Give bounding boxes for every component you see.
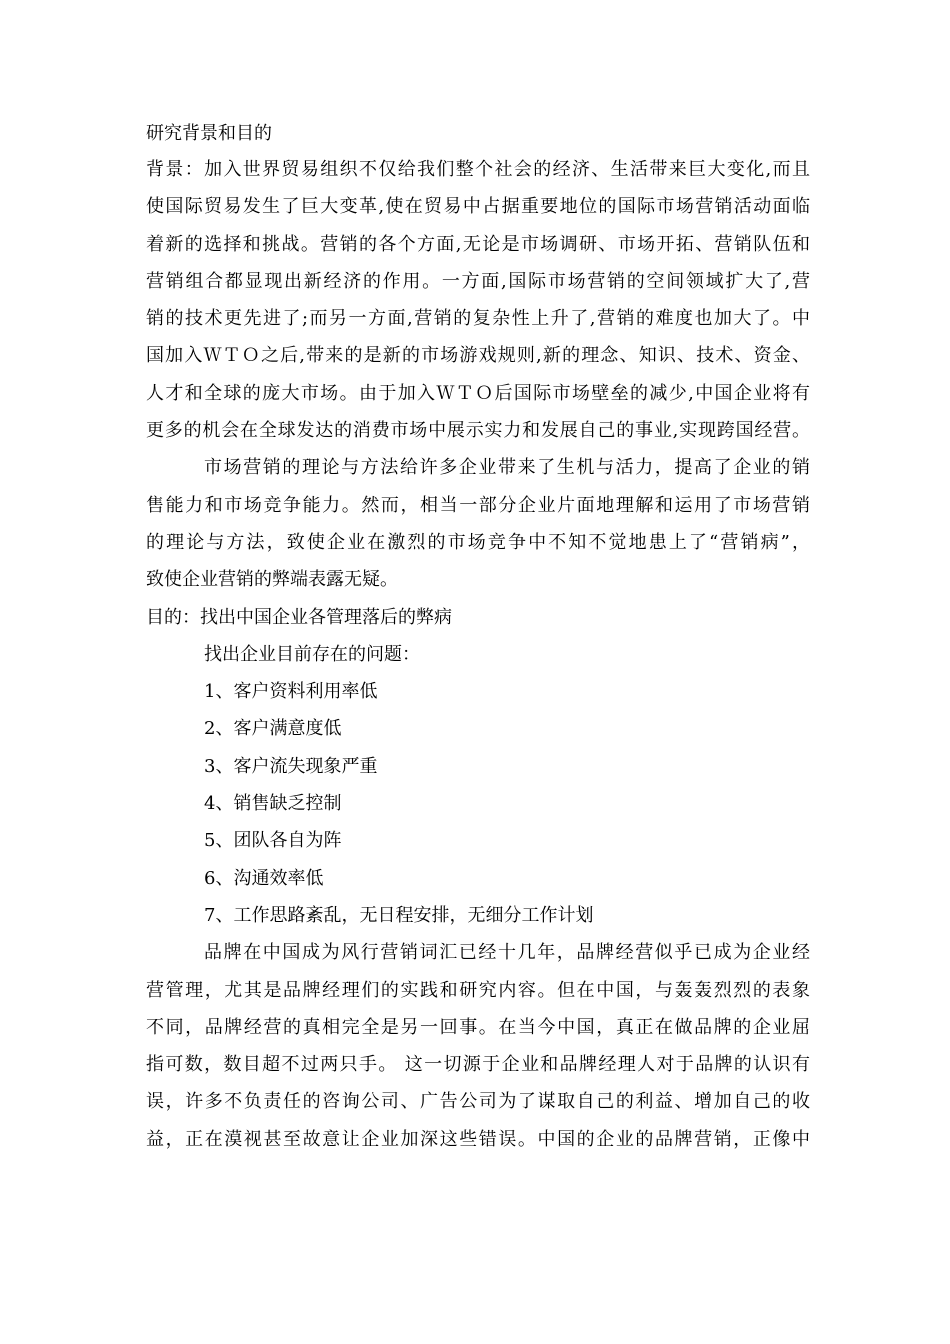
list-item: 5、团队各自为阵 xyxy=(204,830,342,852)
list-item: 6、沟通效率低 xyxy=(204,867,324,889)
brand-line: 不同，品牌经营的真相完全是另一回事。在当今中国，真正在做品牌的企业屈 xyxy=(146,1016,810,1038)
list-item: 3、客户流失现象严重 xyxy=(204,755,378,777)
background-line: 营销组合都显现出新经济的作用。一方面,国际市场营销的空间领域扩大了,营 xyxy=(146,270,810,292)
purpose-line: 目的：找出中国企业各管理落后的弊病 xyxy=(146,606,452,628)
marketing-line: 致使企业营销的弊端表露无疑。 xyxy=(146,569,398,591)
marketing-line: 售能力和市场竞争能力。然而，相当一部分企业片面地理解和运用了市场营销 xyxy=(146,494,810,516)
brand-line: 益，正在漠视甚至故意让企业加深这些错误。中国的企业的品牌营销，正像中 xyxy=(146,1128,810,1150)
brand-line: 误，许多不负责任的咨询公司、广告公司为了谋取自己的利益、增加自己的收 xyxy=(146,1091,810,1113)
brand-line: 品牌在中国成为风行营销词汇已经十几年，品牌经营似乎已成为企业经 xyxy=(204,942,810,964)
marketing-line: 的理论与方法，致使企业在激烈的市场竞争中不知不觉地患上了“营销病”， xyxy=(146,531,810,553)
list-item: 4、销售缺乏控制 xyxy=(204,793,342,815)
background-line: 销的技术更先进了;而另一方面,营销的复杂性上升了,营销的难度也加大了。中 xyxy=(146,308,810,330)
problems-intro: 找出企业目前存在的问题： xyxy=(204,643,420,665)
background-line: 使国际贸易发生了巨大变革,使在贸易中占据重要地位的国际市场营销活动面临 xyxy=(146,196,810,218)
brand-paragraph xyxy=(146,934,810,1158)
brand-line: 营管理，尤其是品牌经理们的实践和研究内容。但在中国，与轰轰烈烈的表象 xyxy=(146,979,810,1001)
background-line: 着新的选择和挑战。营销的各个方面,无论是市场调研、市场开拓、营销队伍和 xyxy=(146,233,810,255)
list-item: 2、客户满意度低 xyxy=(204,718,342,740)
background-line: 国加入ＷＴＯ之后,带来的是新的市场游戏规则,新的理念、知识、技术、资金、 xyxy=(146,345,810,367)
problems-list xyxy=(146,673,810,934)
background-line: 更多的机会在全球发达的消费市场中展示实力和发展自己的事业,实现跨国经营。 xyxy=(146,420,810,442)
list-item: 7、工作思路紊乱，无日程安排，无细分工作计划 xyxy=(204,904,594,926)
background-line: 背景：加入世界贸易组织不仅给我们整个社会的经济、生活带来巨大变化,而且 xyxy=(146,159,810,180)
background-paragraph xyxy=(146,151,810,449)
list-item: 1、客户资料利用率低 xyxy=(204,681,378,703)
section-heading: 研究背景和目的 xyxy=(146,123,272,144)
document-body xyxy=(146,117,810,1158)
marketing-paragraph xyxy=(146,449,810,598)
background-line: 人才和全球的庞大市场。由于加入ＷＴＯ后国际市场壁垒的减少,中国企业将有 xyxy=(146,382,810,404)
brand-line: 指可数，数目超不过两只手。 这一切源于企业和品牌经理人对于品牌的认识有 xyxy=(146,1054,810,1076)
marketing-line: 市场营销的理论与方法给许多企业带来了生机与活力，提高了企业的销 xyxy=(204,457,810,479)
